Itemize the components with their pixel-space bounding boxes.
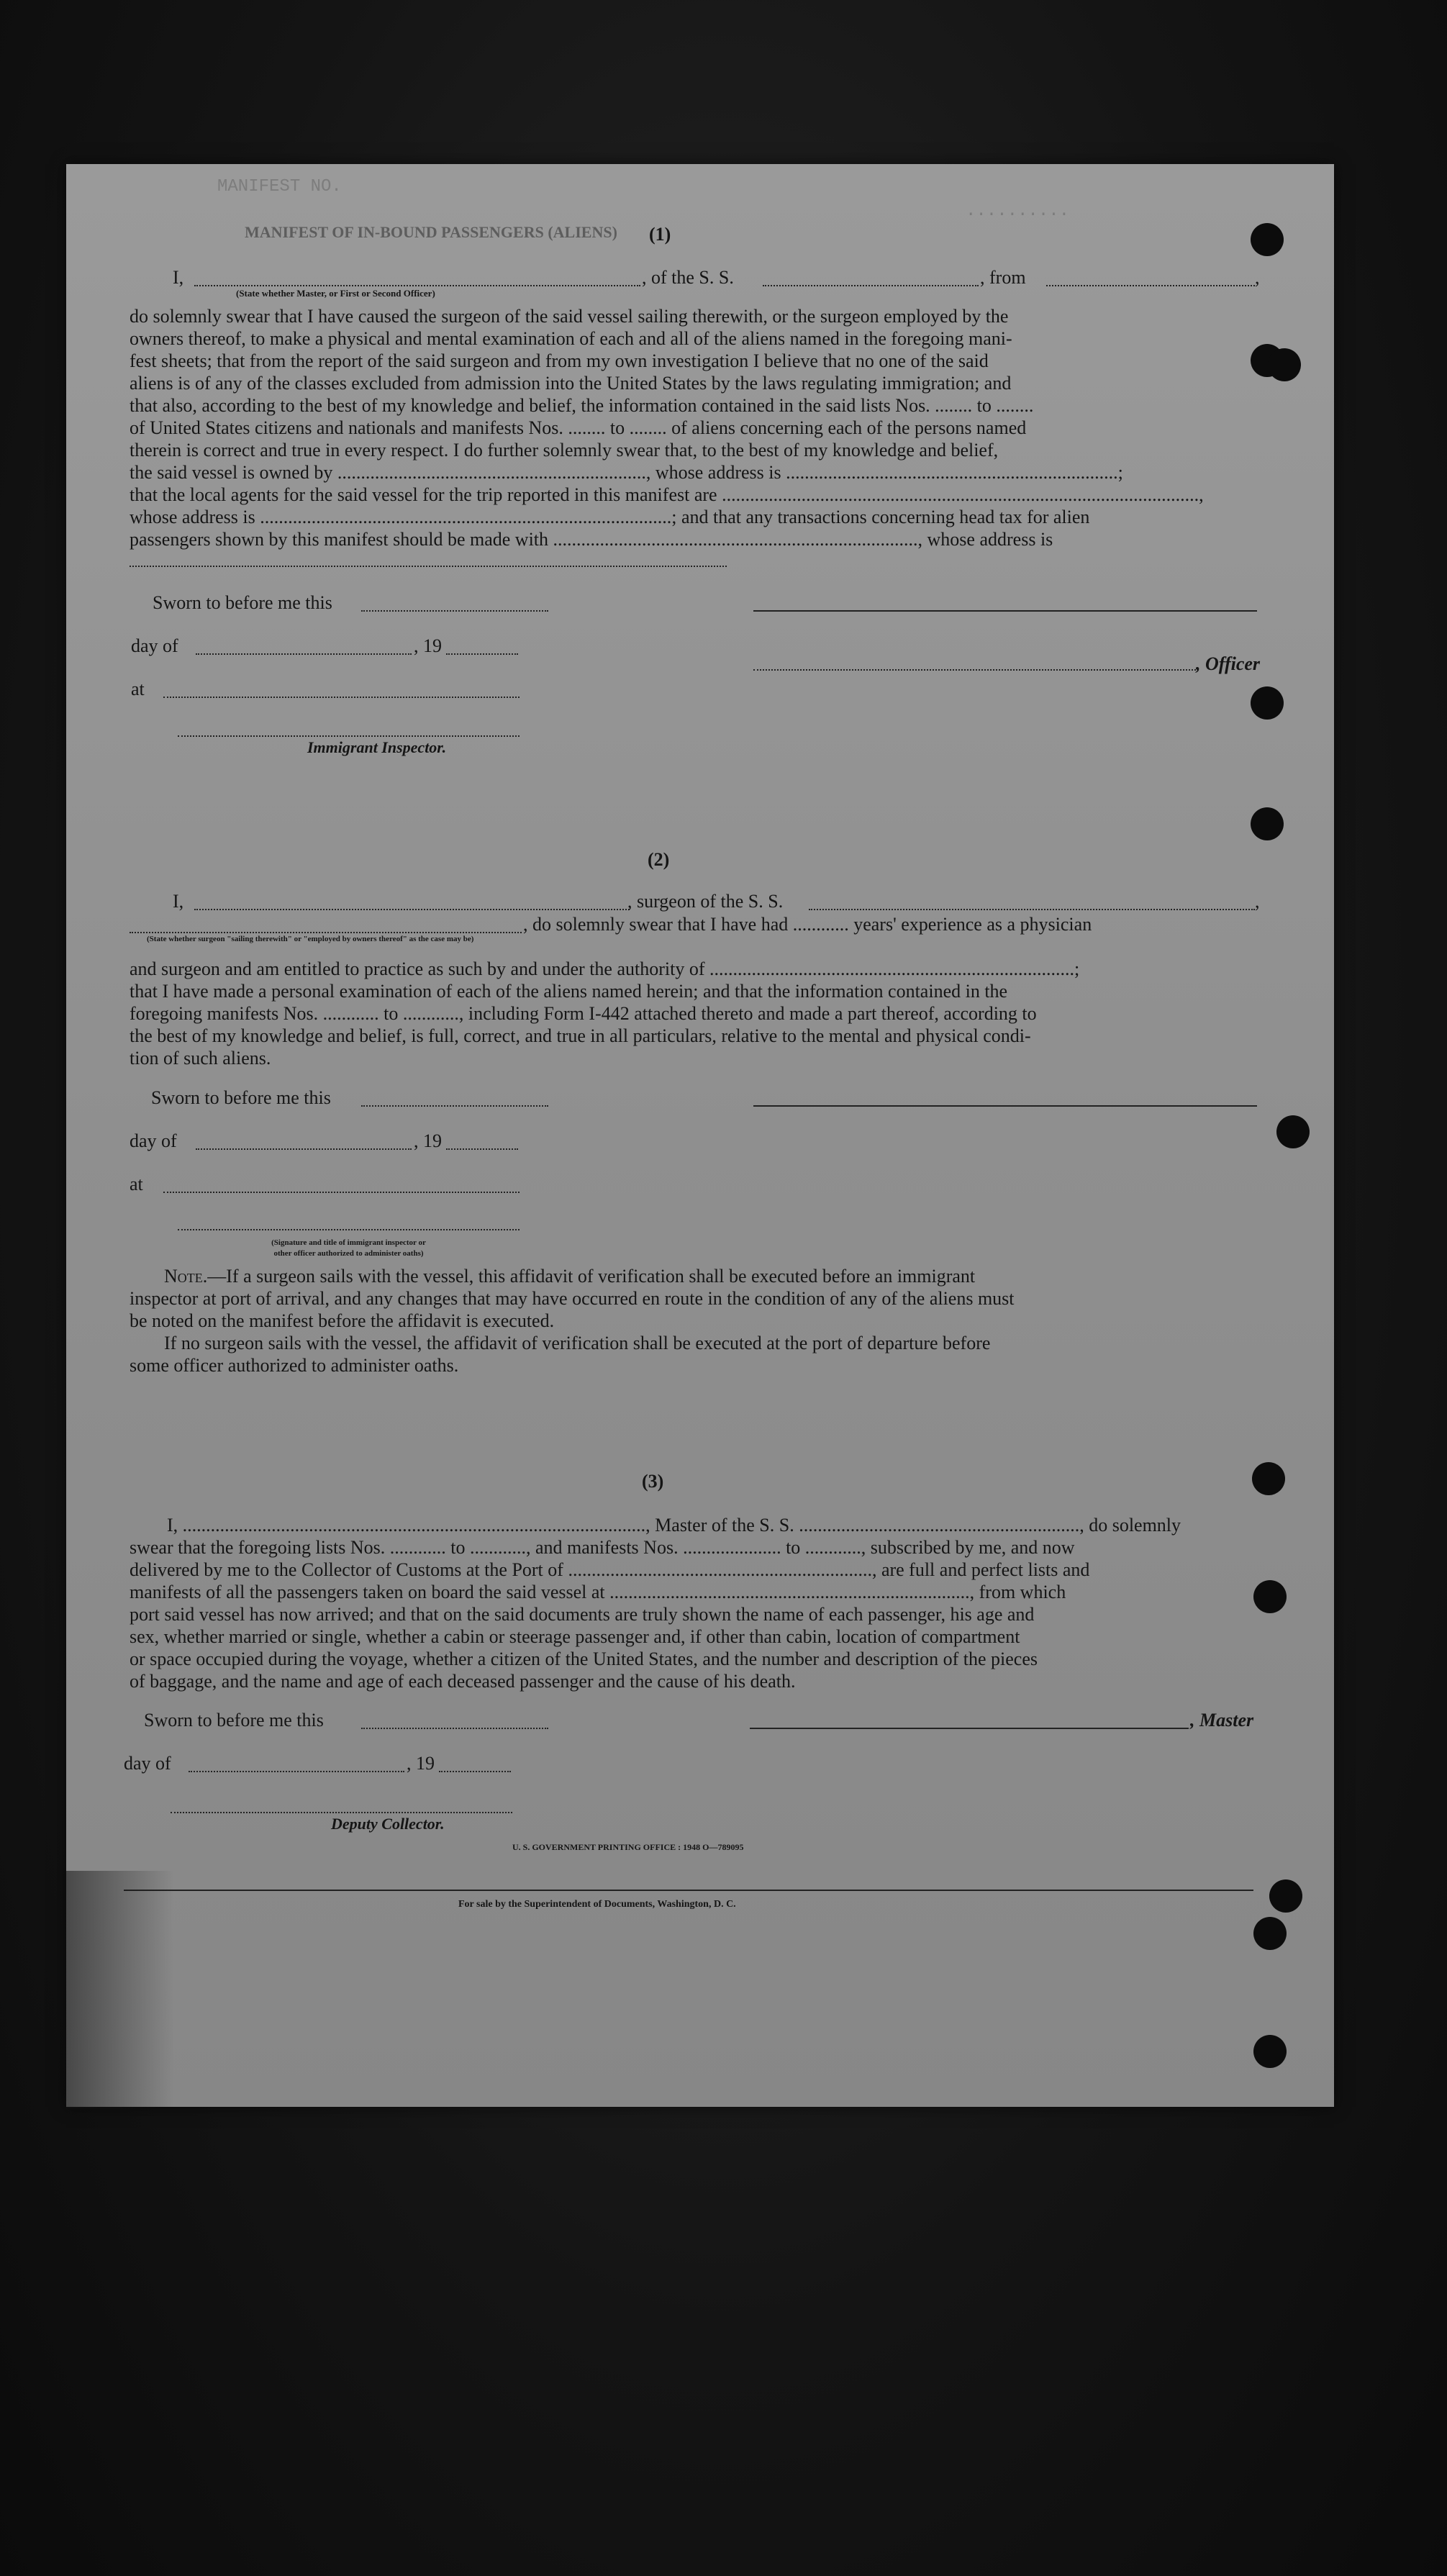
- bleed-through-text: ..........: [966, 201, 1070, 221]
- surgeon-name-blank[interactable]: [194, 909, 630, 910]
- section-3-number: (3): [642, 1471, 664, 1492]
- paragraph-line: aliens is of any of the classes excluded from admission into the United States by the laws regulating immigration; and: [130, 373, 1012, 394]
- page-shadow: [66, 1871, 174, 2108]
- binder-hole: [1251, 686, 1284, 720]
- deputy-collector-label: Deputy Collector.: [331, 1815, 445, 1833]
- master-signature-line[interactable]: [750, 1728, 1189, 1729]
- year-label: , 19: [407, 1753, 435, 1774]
- paragraph-line: or space occupied during the voyage, whether a citizen of the United States, and the number and description of the pieces: [130, 1648, 1038, 1669]
- surgeon-signature-line[interactable]: [753, 1105, 1257, 1107]
- section-2-comma: ,: [1255, 891, 1260, 912]
- paragraph-line: the best of my knowledge and belief, is full, correct, and true in all particulars, relative to the mental and physical condi-: [130, 1025, 1031, 1046]
- paragraph-line: If no surgeon sails with the vessel, the affidavit of verification shall be executed at the port of departure before: [164, 1333, 991, 1353]
- paragraph-line: —If a surgeon sails with the vessel, this affidavit of verification shall be executed before an immigrant: [207, 1266, 976, 1287]
- sworn-label: Sworn to before me this: [151, 1087, 331, 1108]
- section-2-line2: , do solemnly swear that I have had ............ years' experience as a physician: [523, 914, 1092, 935]
- vessel-name-blank[interactable]: [763, 285, 979, 286]
- paragraph-line: therein is correct and true in every respect. I do further solemnly swear that, to the best of my knowledge and belief,: [130, 440, 999, 461]
- binder-hole: [1251, 223, 1284, 256]
- section-1-paragraph: [130, 305, 1259, 550]
- port-from-blank[interactable]: [1046, 285, 1255, 286]
- day-of-blank[interactable]: [196, 653, 412, 655]
- paragraph-line: owners thereof, to make a physical and mental examination of each and all of the aliens named in the foregoing mani-: [130, 328, 1012, 349]
- section-1-comma: ,: [1255, 267, 1260, 288]
- paragraph-line: that the local agents for the said vessel for the trip reported in this manifest are ......................................................................................................,: [130, 484, 1204, 505]
- footer-rule: [124, 1890, 1253, 1891]
- binder-hole: [1253, 1580, 1287, 1613]
- at-place-blank[interactable]: [163, 1192, 520, 1193]
- binder-hole: [1269, 1879, 1302, 1913]
- faint-title: MANIFEST OF IN-BOUND PASSENGERS (ALIENS): [245, 223, 617, 241]
- head-tax-address-blank[interactable]: [130, 566, 727, 567]
- officer-signature-line[interactable]: [753, 610, 1257, 612]
- paragraph-line: foregoing manifests Nos. ............ to ............, including Form I-442 attached thereto and made a part thereof, according to: [130, 1003, 1037, 1024]
- sworn-label: Sworn to before me this: [144, 1710, 324, 1731]
- sworn-label: Sworn to before me this: [153, 592, 332, 613]
- section-3-paragraph: [130, 1514, 1259, 1692]
- sworn-date-blank[interactable]: [361, 1728, 548, 1729]
- paragraph-line: be noted on the manifest before the affidavit is executed.: [130, 1310, 555, 1331]
- section-1-of-ss: , of the S. S.: [642, 267, 734, 288]
- year-label: , 19: [414, 1130, 442, 1151]
- at-label: at: [131, 679, 145, 699]
- paragraph-line: inspector at port of arrival, and any changes that may have occurred en route in the condition of any of the aliens must: [130, 1288, 1015, 1309]
- day-of-label: day of: [124, 1753, 171, 1774]
- paragraph-line: delivered by me to the Collector of Customs at the Port of ................................................................., are full and perfect lists and: [130, 1559, 1090, 1580]
- paragraph-line: swear that the foregoing lists Nos. ............ to ............, and manifests Nos. ..................... to ............, subscribed by me, and now: [130, 1537, 1075, 1558]
- paragraph-line: whose address is ........................................................................................; and that any transactions concerning head tax for alien: [130, 507, 1090, 527]
- bleed-through-text: MANIFEST NO.: [217, 177, 342, 196]
- sworn-date-blank[interactable]: [361, 610, 548, 612]
- master-label: , Master: [1190, 1710, 1254, 1731]
- officer-name-blank[interactable]: [753, 669, 1196, 671]
- day-of-blank[interactable]: [189, 1771, 404, 1772]
- immigrant-inspector-label: Immigrant Inspector.: [307, 738, 447, 756]
- paragraph-line: of United States citizens and nationals and manifests Nos. ........ to ........ of aliens concerning each of the persons named: [130, 417, 1027, 438]
- paragraph-line: that I have made a personal examination of each of the aliens named herein; and that the information contained in the: [130, 981, 1008, 1002]
- paragraph-line: tion of such aliens.: [130, 1048, 271, 1069]
- section-1-from: , from: [980, 267, 1026, 288]
- year-blank[interactable]: [439, 1771, 511, 1772]
- gpo-imprint: U. S. GOVERNMENT PRINTING OFFICE : 1948 O—789095: [512, 1842, 744, 1852]
- binder-hole: [1253, 2035, 1287, 2068]
- section-1-i: I,: [173, 267, 184, 288]
- at-label: at: [130, 1174, 143, 1194]
- binder-hole: [1252, 1462, 1285, 1495]
- paragraph-line: do solemnly swear that I have caused the surgeon of the said vessel sailing therewith, or the surgeon employed by the: [130, 306, 1009, 327]
- year-blank[interactable]: [446, 1148, 518, 1150]
- note-label: Note.: [164, 1266, 208, 1287]
- manifest-sheet: [66, 164, 1334, 2107]
- paragraph-line: fest sheets; that from the report of the said surgeon and from my own investigation I believe that no one of the said: [130, 350, 989, 371]
- inspector-signature-blank[interactable]: [178, 1229, 520, 1230]
- paragraph-line: and surgeon and am entitled to practice as such by and under the authority of ..............................................................................;: [130, 958, 1080, 979]
- for-sale-line: For sale by the Superintendent of Documents, Washington, D. C.: [458, 1899, 736, 1910]
- paragraph-line: some officer authorized to administer oaths.: [130, 1355, 459, 1376]
- day-of-blank[interactable]: [196, 1148, 412, 1150]
- binder-hole: [1253, 1917, 1287, 1950]
- day-of-label: day of: [130, 1130, 177, 1151]
- section-2-number: (2): [648, 849, 670, 870]
- paragraph-line: of baggage, and the name and age of each deceased passenger and the cause of his death.: [130, 1671, 796, 1692]
- surgeon-status-blank[interactable]: [130, 932, 522, 933]
- signature-caption-2: other officer authorized to administer oaths): [273, 1249, 424, 1258]
- paragraph-line: manifests of all the passengers taken on board the said vessel at ............................................................................., from which: [130, 1582, 1066, 1602]
- paragraph-line: passengers shown by this manifest should be made with .............................................................................., whose address is: [130, 529, 1053, 550]
- caption-master: (State whether Master, or First or Second Officer): [236, 288, 435, 299]
- section-2-paragraph: [130, 958, 1259, 1069]
- note-paragraph: [130, 1265, 1259, 1377]
- surgeon-vessel-blank[interactable]: [809, 909, 1255, 910]
- year-blank[interactable]: [446, 653, 518, 655]
- officer-label: , Officer: [1196, 653, 1261, 674]
- section-1-number: (1): [649, 224, 671, 245]
- signature-caption-1: (Signature and title of immigrant inspector or: [271, 1238, 426, 1247]
- binder-hole: [1251, 807, 1284, 840]
- binder-hole: [1268, 348, 1301, 381]
- year-label: , 19: [414, 635, 442, 656]
- master-name-blank[interactable]: [194, 285, 640, 286]
- section-2-surgeon: , surgeon of the S. S.: [627, 891, 784, 912]
- paragraph-line: sex, whether married or single, whether a cabin or steerage passenger and, if other than cabin, location of compartment: [130, 1626, 1020, 1647]
- sworn-date-blank[interactable]: [361, 1105, 548, 1107]
- binder-hole: [1276, 1115, 1310, 1148]
- paragraph-line: port said vessel has now arrived; and that on the said documents are truly shown the name of each passenger, his age and: [130, 1604, 1035, 1625]
- paragraph-line: I, ..................................................................................................., Master of the S. S. ............................................................, do solemnly: [167, 1515, 1181, 1536]
- paragraph-line: the said vessel is owned by .................................................................., whose address is .......................................................................;: [130, 462, 1123, 483]
- day-of-label: day of: [131, 635, 178, 656]
- paragraph-line: that also, according to the best of my knowledge and belief, the information contained in the said lists Nos. ........ to ........: [130, 395, 1034, 416]
- section-2-i: I,: [173, 891, 184, 912]
- at-place-blank[interactable]: [163, 697, 520, 698]
- caption-surgeon: (State whether surgeon "sailing therewith" or "employed by owners thereof" as the case may be): [147, 935, 474, 943]
